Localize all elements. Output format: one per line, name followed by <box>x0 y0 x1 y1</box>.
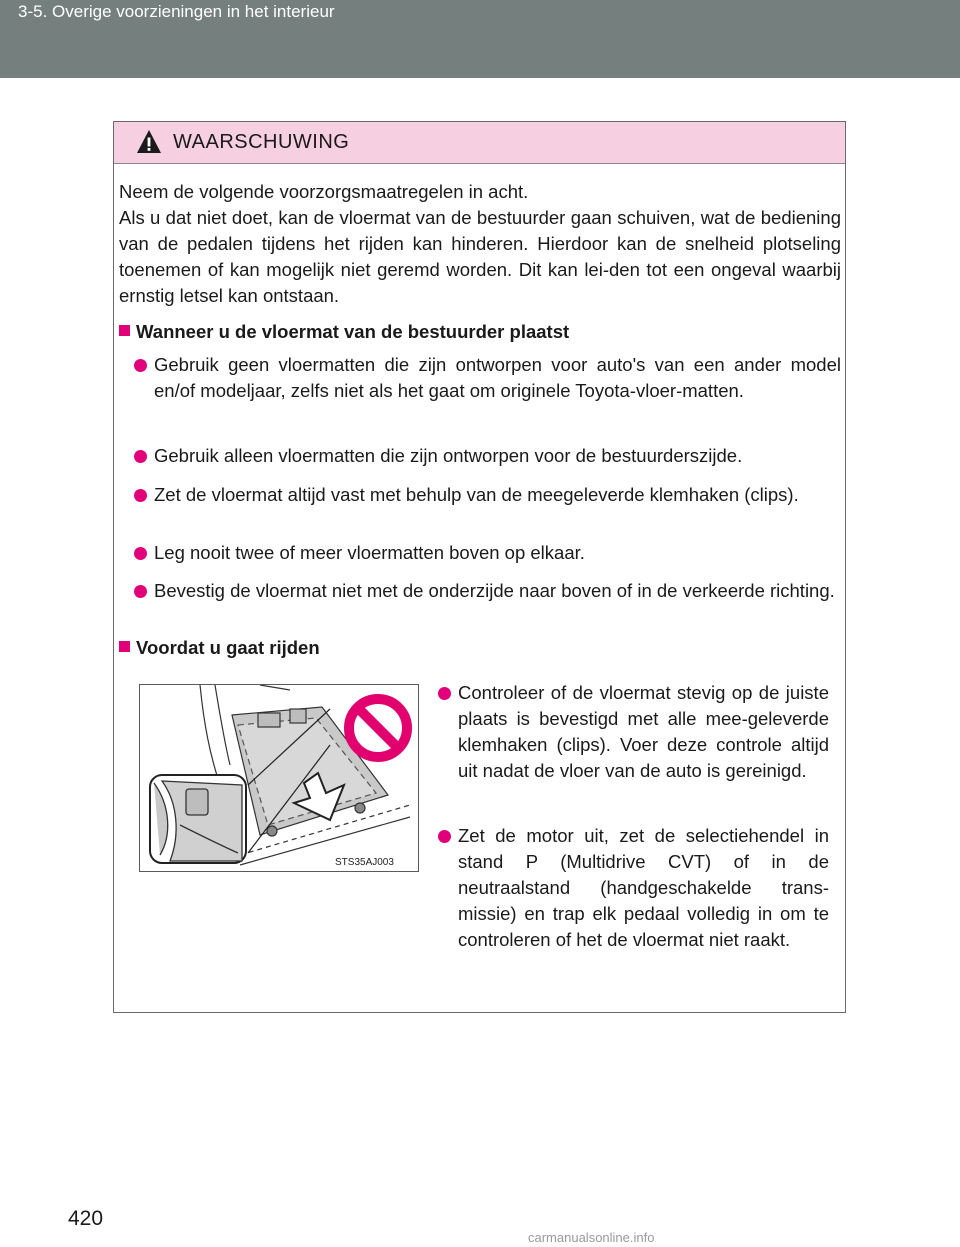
list-item <box>438 680 829 784</box>
list-item <box>134 352 841 404</box>
section-heading-before-driving <box>119 635 320 661</box>
section-heading-text: Voordat u gaat rijden <box>136 637 320 658</box>
dot-bullet-icon <box>134 359 147 372</box>
list-item <box>134 540 841 566</box>
section-title: 3-5. Overige voorzieningen in het interieur <box>18 2 335 21</box>
warning-intro <box>119 179 841 309</box>
warning-box <box>113 121 846 1013</box>
section-heading-placement <box>119 319 569 345</box>
intro-text: Neem de volgende voorzorgsmaatregelen in acht. Als u dat niet doet, kan de vloermat van de bestuurder gaan schuiven, wat de bediening van de pedalen tijdens het rijden kan hinderen. Hierdoor kan de snelheid plotseling toenemen of kan mogelijk niet geremd worden. Dit kan lei-den tot een ongeval waarbij ernstig letsel kan ontstaan. <box>119 181 841 306</box>
list-item-text: Zet de vloermat altijd vast met behulp van de meegeleverde klemhaken (clips). <box>154 484 799 505</box>
list-item <box>134 578 841 604</box>
floor-mat-drawing <box>140 685 418 871</box>
square-bullet-icon <box>119 325 130 336</box>
list-item <box>134 443 841 469</box>
square-bullet-icon <box>119 641 130 652</box>
dot-bullet-icon <box>134 489 147 502</box>
dot-bullet-icon <box>134 450 147 463</box>
dot-bullet-icon <box>438 687 451 700</box>
list-item-text: Gebruik alleen vloermatten die zijn ontworpen voor de bestuurderszijde. <box>154 445 743 466</box>
list-item-text: Controleer of de vloermat stevig op de juiste plaats is bevestigd met alle mee-geleverde klemhaken (clips). Voer deze controle altijd uit nadat de vloer van de auto is gereinigd. <box>458 682 829 781</box>
warning-header <box>114 122 845 164</box>
page-number: 420 <box>68 1207 104 1230</box>
page-header-bar <box>0 0 960 78</box>
section-heading-text: Wanneer u de vloermat van de bestuurder plaatst <box>136 321 570 342</box>
figure-code: STS35AJ003 <box>335 857 394 868</box>
list-item-text: Gebruik geen vloermatten die zijn ontworpen voor auto's van een ander model en/of modeljaar, zelfs niet als het gaat om originele Toyota-vloer-matten. <box>154 354 841 401</box>
dot-bullet-icon <box>134 585 147 598</box>
list-item-text: Zet de motor uit, zet de selectiehendel in stand P (Multidrive CVT) of in de neutraalstand (handgeschakelde trans-missie) en trap elk pedaal volledig in om te controleren of het de vloermat niet raakt. <box>458 825 829 950</box>
dot-bullet-icon <box>134 547 147 560</box>
list-item <box>438 823 829 953</box>
watermark: carmanualsonline.info <box>528 1230 655 1245</box>
floor-mat-illustration <box>139 684 419 872</box>
prohibition-icon <box>349 699 407 757</box>
dot-bullet-icon <box>438 830 451 843</box>
list-item <box>134 482 841 508</box>
warning-title: WAARSCHUWING <box>173 131 350 153</box>
list-item-text: Bevestig de vloermat niet met de onderzijde naar boven of in de verkeerde richting. <box>154 580 835 601</box>
list-item-text: Leg nooit twee of meer vloermatten boven op elkaar. <box>154 542 585 563</box>
warning-triangle-icon <box>136 129 162 155</box>
